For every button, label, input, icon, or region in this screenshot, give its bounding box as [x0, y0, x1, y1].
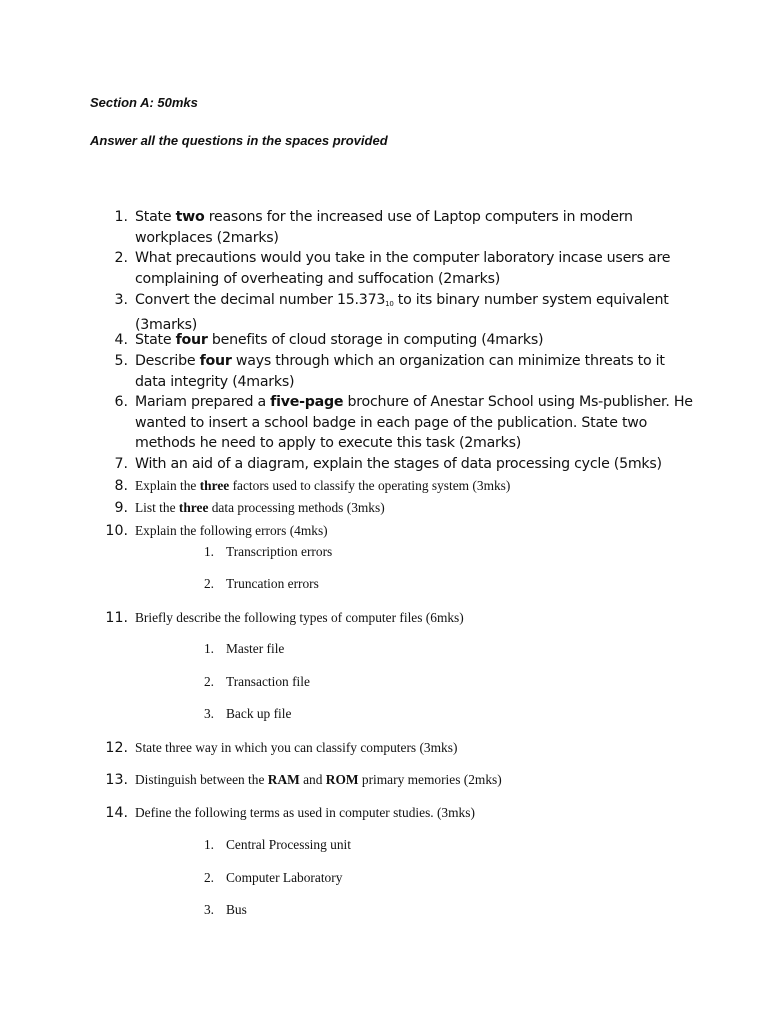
- question-number: 1.: [114, 209, 128, 225]
- question-number: 13.: [105, 772, 128, 788]
- question-text: Briefly describe the following types of computer files (6mks): [135, 610, 464, 625]
- question-text: Describe four ways through which an organization can minimize threats to it data integrity (4marks): [135, 353, 665, 390]
- question-number: 12.: [105, 740, 128, 756]
- question-number: 5.: [114, 353, 128, 369]
- question-text: Distinguish between the RAM and ROM primary memories (2mks): [135, 772, 502, 787]
- question-number: 10.: [105, 523, 128, 539]
- question-text: List the three data processing methods (3mks): [135, 500, 385, 515]
- question-text: Explain the three factors used to classify the operating system (3mks): [135, 478, 511, 493]
- question-number: 6.: [114, 394, 128, 410]
- question-number: 14.: [105, 805, 128, 821]
- question-number: 4.: [114, 332, 128, 348]
- question-number: 7.: [114, 456, 128, 472]
- question-text: Define the following terms as used in computer studies. (3mks): [135, 805, 475, 820]
- exam-page: Section A: 50mks Answer all the questions in the spaces provided 1. State two reasons for the increased use of Laptop computers in modern workplaces (2marks) 2. What precautions would you take in the computer laboratory incase users are complaining of overheating and suffocation (2marks) 3. Convert the decimal number $15.373_{10}$ to its binary number system equivalent (3marks) 4. State four benefits of cloud storage in computing (4marks) 5. Describe four ways through which an organization can minimize threats to it data integrity (4marks) 6. Mariam prepared a five-page brochure of Anestar School using Ms-publisher. He wanted to insert a school badge in each page of the publication. State two methods he need to apply to execute this task (2marks) 7. With an aid of a diagram, explain the stages of data processing cycle (5mks) 8. Explain the three factors used to classify the operating system (3mks) 9. List the three data processing methods (3mks) 10. Explain the following errors (4mks) 1. Transcription errors 2. Truncation errors 11. Briefly describe the following types of computer files (6mks) 1. Master file 2. Transaction file 3. Back up file 12. State three way in which you can classify computers (3mks) 13. Distinguish between the RAM and ROM primary memories (2mks) 14. Define the following terms as used in computer studies. (3mks) 1. Central Processing unit 2. Computer Laboratory 3. Bus: [0, 0, 768, 1024]
- question-text: With an aid of a diagram, explain the stages of data processing cycle (5mks): [135, 456, 662, 472]
- question-text: State three way in which you can classify computers (3mks): [135, 740, 458, 755]
- section-title: Section A: 50mks: [90, 95, 198, 110]
- question-text: State two reasons for the increased use of Laptop computers in modern workplaces (2marks): [135, 209, 633, 246]
- question-text: Mariam prepared a five-page brochure of Anestar School using Ms-publisher. He wanted to insert a school badge in each page of the publication. State two methods he need to apply to execute this task (2marks): [135, 394, 693, 452]
- instructions: Answer all the questions in the spaces provided: [90, 133, 388, 148]
- question-number: 2.: [114, 250, 128, 266]
- question-number: 11.: [105, 610, 128, 626]
- question-number: 3.: [114, 292, 128, 308]
- question-text: State four benefits of cloud storage in computing (4marks): [135, 332, 544, 348]
- question-number: 8.: [114, 478, 128, 494]
- question-number: 9.: [114, 500, 128, 516]
- question-text: Explain the following errors (4mks): [135, 523, 328, 538]
- question-text: What precautions would you take in the computer laboratory incase users are complaining of overheating and suffocation (2marks): [135, 250, 671, 287]
- question-text: Convert the decimal number $15.373_{10}$ to its binary number system equivalent (3marks): [135, 292, 669, 333]
